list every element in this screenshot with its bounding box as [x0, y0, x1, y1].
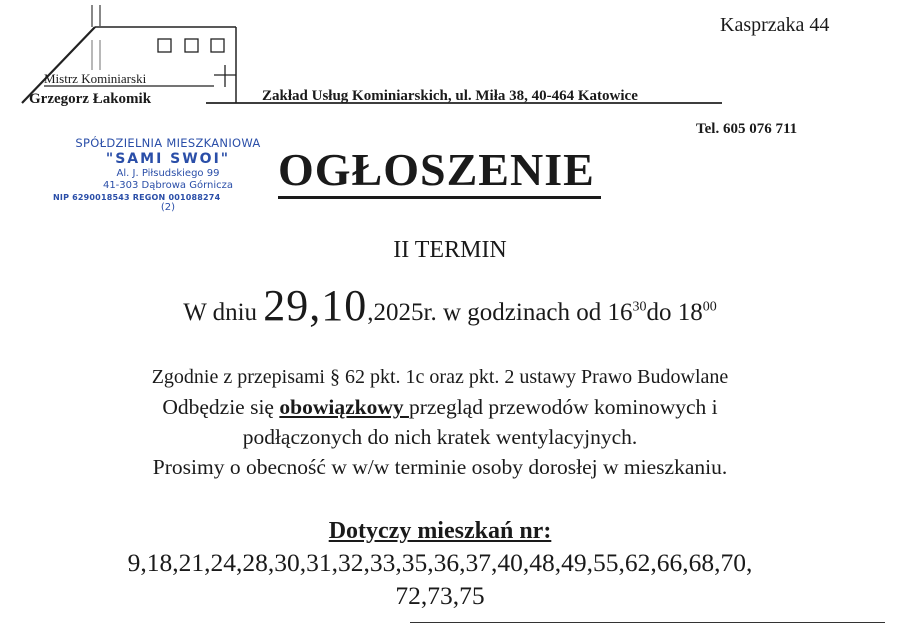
time-from-minutes: 30 — [632, 299, 647, 315]
date-line — [0, 280, 900, 331]
apartments-line-1: 9,18,21,24,28,30,31,32,33,35,36,37,40,48,49,55,62,66,68,70, — [127, 548, 753, 577]
date-year-time: ,2025r. w godzinach od 16 — [367, 299, 633, 326]
company-address: Zakład Usług Kominiarskich, ul. Miła 38, 40-464 Katowice — [262, 88, 638, 104]
time-to-label: do 18 — [646, 299, 703, 326]
date-prefix: W dniu — [183, 299, 264, 326]
term-label: II TERMIN — [393, 237, 507, 263]
notice-title: OGŁOSZENIE — [278, 146, 601, 199]
apartments-line-2: 72,73,75 — [395, 581, 485, 610]
cooperative-stamp — [53, 136, 283, 213]
time-to-minutes: 00 — [702, 299, 717, 315]
master-title: Mistrz Kominiarski — [44, 71, 147, 86]
bottom-divider — [410, 622, 885, 623]
apartments-title: Dotyczy mieszkań nr: — [328, 518, 552, 544]
body-line-3: podłączonych do nich kratek wentylacyjnych. — [242, 425, 638, 449]
phone-number: Tel. 605 076 711 — [696, 121, 798, 137]
master-name: Grzegorz Łakomik — [29, 91, 152, 107]
legal-basis-line: Zgodnie z przepisami § 62 pkt. 1c oraz pkt. 2 ustawy Prawo Budowlane — [151, 366, 729, 388]
stamp-line-5: NIP 6290018543 REGON 001088274 — [53, 193, 221, 202]
body-line-2-end: przegląd przewodów kominowych i — [408, 395, 718, 419]
stamp-line-2: "SAMI SWOI" — [105, 151, 231, 167]
apartments-list — [0, 546, 880, 612]
body-line-2 — [0, 392, 880, 422]
stamp-line-6: (2) — [160, 202, 176, 213]
notice-body — [0, 392, 880, 482]
stamp-line-3: Al. J. Piłsudskiego 99 — [116, 168, 220, 179]
body-line-2-start: Odbędzie się — [162, 395, 280, 419]
body-line-4: Prosimy o obecność w w/w terminie osoby dorosłej w mieszkaniu. — [152, 455, 728, 479]
date-day-month: 29,10 — [263, 281, 368, 330]
address-text: Kasprzaka 44 — [720, 14, 830, 36]
stamp-line-1: SPÓŁDZIELNIA MIESZKANIOWA — [75, 136, 261, 150]
mandatory-word: obowiązkowy — [279, 395, 409, 419]
stamp-line-4: 41-303 Dąbrowa Górnicza — [102, 180, 234, 191]
